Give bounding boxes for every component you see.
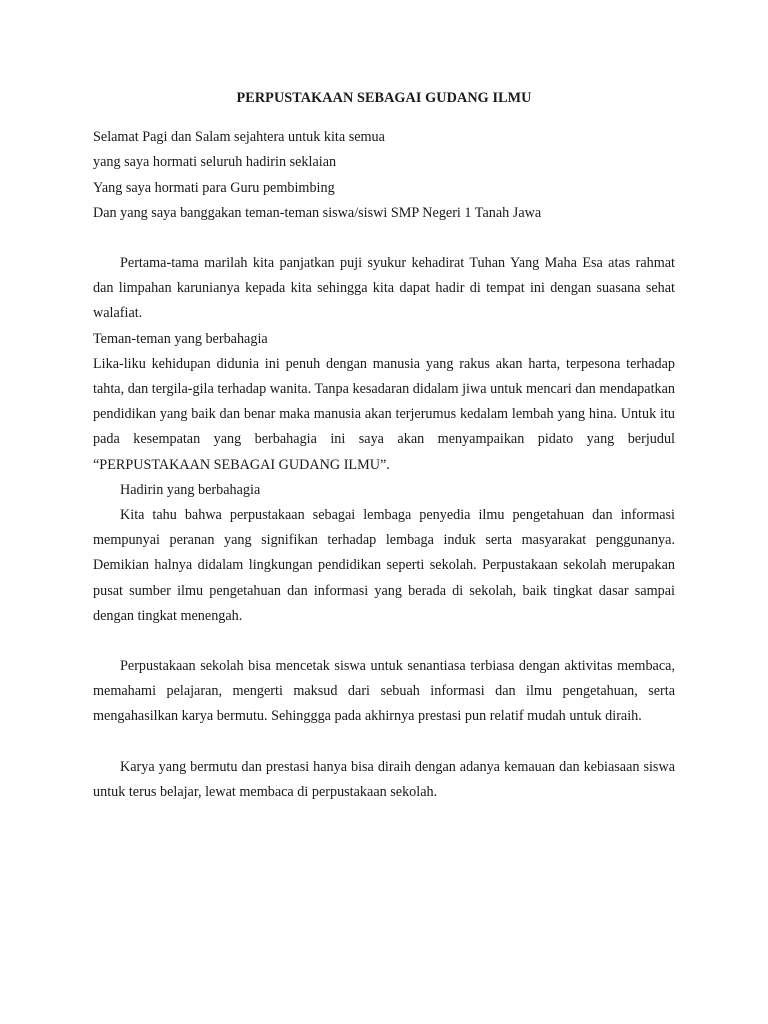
- greeting-line: Selamat Pagi dan Salam sejahtera untuk kita semua: [93, 129, 385, 146]
- greeting-line: Yang saya hormati para Guru pembimbing: [93, 179, 335, 196]
- document-page: [93, 86, 675, 805]
- greetings-block: [93, 125, 675, 226]
- paragraph-opening: Pertama-tama marilah kita panjatkan puji syukur kehadirat Tuhan Yang Maha Esa atas rahmat dan limpahan karunianya kepada kita sehingga kita dapat hadir di tempat ini dengan suasana sehat walafiat.: [93, 255, 675, 322]
- greeting-line: Dan yang saya banggakan teman-teman siswa/siswi SMP Negeri 1 Tanah Jawa: [93, 204, 542, 221]
- paragraph-karya-bermutu: Karya yang bermutu dan prestasi hanya bisa diraih dengan adanya kemauan dan kebiasaan siswa untuk terus belajar, lewat membaca di perpustakaan sekolah.: [93, 758, 675, 800]
- paragraph-perpustakaan-sekolah: Perpustakaan sekolah bisa mencetak siswa untuk senantiasa terbiasa dengan aktivitas membaca, memahami pelajaran, mengerti maksud dari sebuah informasi dan ilmu pengetahuan, serta mengahasilkan karya bermutu. Sehinggga pada akhirnya prestasi pun relatif mudah untuk diraih.: [93, 658, 675, 725]
- document-title: PERPUSTAKAAN SEBAGAI GUDANG ILMU: [236, 90, 532, 106]
- paragraph-kita-tahu: Kita tahu bahwa perpustakaan sebagai lembaga penyedia ilmu pengetahuan dan informasi mempunyai peranan yang signifikan terhadap lembaga induk serta masyarakat penggunanya. Demikian halnya didalam lingkungan pendidikan seperti sekolah. Perpustakaan sekolah merupakan pusat sumber ilmu pengetahuan dan informasi yang berada di sekolah, baik tingkat dasar sampai dengan tingkat menengah.: [93, 507, 675, 624]
- paragraph-lika-liku: Lika-liku kehidupan didunia ini penuh dengan manusia yang rakus akan harta, terpesona terhadap tahta, dan tergila-gila terhadap wanita. Tanpa kesadaran didalam jiwa untuk mencari dan mendapatkan pendidikan yang baik dan benar maka manusia akan terjerumus kedalam lembah yang hina. Untuk itu pada kesempatan yang berbahagia ini saya akan menyampaikan pidato yang berjudul “PERPUSTAKAAN SEBAGAI GUDANG ILMU”.: [93, 355, 675, 473]
- greeting-line: yang saya hormati seluruh hadirin seklaian: [93, 154, 337, 171]
- heading-teman-teman: Teman-teman yang berbahagia: [93, 330, 268, 347]
- heading-hadirin: Hadirin yang berbahagia: [120, 481, 261, 498]
